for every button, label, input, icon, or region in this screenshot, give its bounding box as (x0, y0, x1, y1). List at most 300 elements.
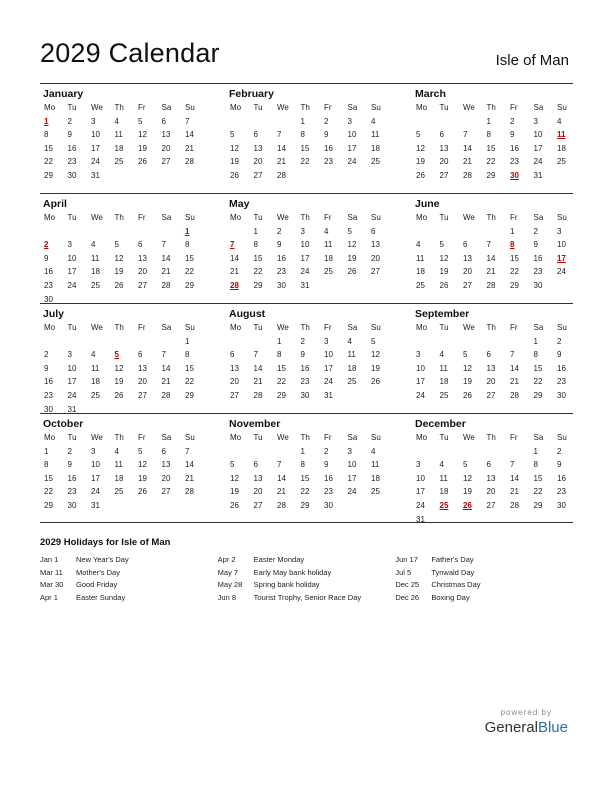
day-cell: 19 (114, 377, 124, 387)
weekday-label: Su (557, 433, 567, 442)
empty-cell (111, 499, 135, 513)
day-cell: 8 (44, 130, 49, 140)
empty-cell (344, 389, 368, 403)
holiday-date: Dec 26 (395, 592, 420, 602)
weekday-label: We (463, 323, 475, 332)
day-cell: 13 (230, 363, 239, 373)
day-cell: 9 (44, 253, 49, 263)
empty-cell (344, 499, 368, 513)
day-cell: 31 (416, 514, 425, 524)
holiday-day: 30 (510, 170, 519, 180)
day-cell: 22 (253, 267, 263, 277)
empty-cell (344, 279, 368, 293)
weekday-label: Fr (138, 103, 146, 112)
day-cell: 10 (300, 240, 310, 250)
day-cell: 9 (300, 350, 305, 360)
day-cell: 20 (486, 487, 496, 497)
day-cell: 3 (91, 446, 96, 456)
day-cell: 1 (44, 446, 49, 456)
day-cell: 9 (67, 130, 72, 140)
weekday-label: Sa (347, 323, 358, 332)
day-cell: 8 (533, 350, 538, 360)
week-row (226, 458, 391, 472)
day-cell: 14 (277, 473, 286, 483)
day-cell: 31 (324, 390, 333, 400)
day-cell: 19 (347, 253, 357, 263)
weekday-header (226, 101, 391, 115)
day-cell: 15 (185, 253, 194, 263)
day-cell: 22 (510, 267, 519, 277)
day-cell: 2 (533, 226, 538, 236)
month-august (226, 307, 391, 403)
weekday-label: Sa (161, 323, 172, 332)
day-cell: 2 (67, 116, 72, 126)
weekday-label: Su (371, 103, 381, 112)
empty-cell (273, 445, 297, 459)
weekday-label: Th (114, 433, 124, 442)
week-row (40, 445, 205, 459)
weekday-label: Mo (44, 433, 56, 442)
holiday-day: 28 (230, 280, 239, 290)
weekday-label: Th (486, 323, 496, 332)
day-cell: 17 (416, 377, 425, 387)
weekday-label: We (277, 433, 289, 442)
day-cell: 11 (91, 253, 100, 263)
empty-cell (111, 335, 135, 349)
empty-cell (134, 225, 158, 239)
day-cell: 29 (277, 390, 286, 400)
day-cell: 8 (300, 460, 305, 470)
day-cell: 20 (486, 377, 496, 387)
day-cell: 28 (185, 487, 194, 497)
day-cell: 1 (533, 336, 538, 346)
day-cell: 27 (161, 157, 171, 167)
weekday-label: Sa (533, 323, 544, 332)
holiday-day: 2 (44, 240, 49, 250)
day-cell: 29 (300, 500, 310, 510)
day-cell: 25 (114, 157, 124, 167)
day-cell: 21 (253, 377, 263, 387)
weekday-label: We (91, 213, 103, 222)
holiday-day: 7 (230, 240, 235, 250)
day-cell: 18 (371, 143, 380, 153)
brand-general: General (484, 719, 538, 736)
week-row (40, 375, 205, 389)
week-row (226, 238, 391, 252)
day-cell: 7 (510, 460, 515, 470)
weekday-label: We (463, 433, 475, 442)
weekday-label: Fr (324, 103, 332, 112)
weekday-label: Th (114, 103, 124, 112)
day-cell: 9 (277, 240, 282, 250)
week-row (226, 375, 391, 389)
day-cell: 10 (347, 130, 357, 140)
day-cell: 6 (439, 130, 444, 140)
day-cell: 17 (67, 267, 77, 277)
day-cell: 4 (557, 116, 562, 126)
holiday-name: Early May bank holiday (253, 567, 332, 577)
weekday-label: Tu (253, 103, 263, 112)
holiday-day: 11 (557, 130, 566, 140)
week-row (412, 485, 577, 499)
day-cell: 8 (533, 460, 538, 470)
day-cell: 3 (416, 460, 421, 470)
day-cell: 6 (230, 350, 235, 360)
holiday-item (40, 567, 218, 580)
day-cell: 4 (416, 240, 421, 250)
day-cell: 8 (300, 130, 305, 140)
week-row (40, 238, 205, 252)
week-row (40, 252, 205, 266)
month-march (412, 87, 577, 183)
day-cell: 26 (371, 377, 380, 387)
weekday-label: Su (557, 103, 567, 112)
day-cell: 9 (533, 240, 538, 250)
weekday-label: Fr (510, 213, 518, 222)
day-cell: 18 (91, 377, 100, 387)
empty-cell (506, 513, 530, 527)
holiday-date: Jan 1 (40, 555, 59, 564)
month-april (40, 197, 205, 306)
holiday-item (218, 592, 396, 605)
weekday-label: Sa (347, 213, 358, 222)
month-october (40, 417, 205, 513)
day-cell: 4 (114, 116, 119, 126)
day-cell: 4 (371, 446, 376, 456)
empty-cell (483, 513, 507, 527)
week-row (40, 265, 205, 279)
empty-cell (64, 225, 88, 239)
day-cell: 28 (510, 390, 519, 400)
day-cell: 20 (463, 267, 472, 277)
weekday-label: Tu (253, 323, 263, 332)
day-cell: 1 (533, 446, 538, 456)
day-cell: 14 (185, 460, 194, 470)
month-name: April (43, 198, 67, 210)
day-cell: 1 (300, 446, 305, 456)
day-cell: 7 (161, 240, 166, 250)
empty-cell (459, 225, 483, 239)
day-cell: 30 (324, 500, 333, 510)
day-cell: 18 (324, 253, 333, 263)
day-cell: 2 (557, 336, 562, 346)
weekday-label: Th (300, 103, 310, 112)
holidays-columns (40, 554, 573, 604)
week-row (412, 225, 577, 239)
week-row (226, 128, 391, 142)
weekday-label: Su (185, 213, 195, 222)
day-cell: 28 (486, 280, 496, 290)
day-cell: 19 (138, 473, 147, 483)
day-cell: 6 (486, 460, 491, 470)
holiday-date: Jul 5 (395, 567, 412, 577)
weekday-label: Th (114, 213, 124, 222)
week-row (226, 169, 391, 183)
day-cell: 20 (253, 157, 263, 167)
day-cell: 10 (67, 363, 77, 373)
day-cell: 4 (114, 446, 119, 456)
day-cell: 2 (277, 226, 282, 236)
day-cell: 6 (161, 446, 166, 456)
empty-cell (158, 335, 182, 349)
weekday-label: Mo (416, 103, 428, 112)
day-cell: 22 (185, 267, 194, 277)
day-cell: 7 (486, 240, 491, 250)
week-row (226, 142, 391, 156)
day-cell: 25 (371, 157, 380, 167)
day-cell: 27 (138, 390, 147, 400)
weekday-label: Fr (324, 213, 332, 222)
day-cell: 26 (463, 390, 472, 400)
weekday-label: Tu (439, 103, 449, 112)
day-cell: 17 (67, 377, 77, 387)
holiday-day: 26 (463, 500, 472, 510)
week-row (412, 348, 577, 362)
day-cell: 23 (557, 487, 566, 497)
day-cell: 17 (91, 473, 100, 483)
day-cell: 11 (416, 253, 425, 263)
day-cell: 26 (416, 170, 425, 180)
day-cell: 21 (185, 143, 194, 153)
day-cell: 16 (44, 377, 53, 387)
day-cell: 10 (533, 130, 543, 140)
day-cell: 16 (324, 473, 333, 483)
day-cell: 22 (486, 157, 496, 167)
day-cell: 7 (277, 460, 282, 470)
weekday-label: We (91, 433, 103, 442)
day-cell: 30 (557, 500, 566, 510)
holiday-date: Jun 8 (217, 592, 237, 602)
empty-cell (111, 225, 135, 239)
day-cell: 23 (67, 157, 77, 167)
holiday-date: Mar 11 (40, 567, 63, 577)
day-cell: 16 (44, 267, 53, 277)
day-cell: 4 (439, 350, 444, 360)
day-cell: 19 (230, 487, 239, 497)
day-cell: 21 (510, 487, 519, 497)
weekday-label: Tu (67, 433, 77, 442)
day-cell: 19 (463, 377, 472, 387)
day-cell: 18 (557, 143, 566, 153)
empty-cell (412, 115, 436, 129)
day-cell: 9 (557, 460, 562, 470)
holiday-name: Boxing Day (431, 592, 470, 602)
week-row (226, 335, 391, 349)
day-cell: 27 (486, 500, 496, 510)
day-cell: 18 (439, 377, 449, 387)
day-cell: 24 (557, 267, 566, 277)
quarter-row-1 (40, 83, 573, 193)
month-name: June (415, 198, 440, 210)
week-row (412, 252, 577, 266)
day-cell: 6 (253, 130, 258, 140)
empty-cell (64, 335, 88, 349)
weekday-label: Fr (138, 213, 146, 222)
holiday-day: 8 (510, 240, 515, 250)
day-cell: 17 (300, 253, 310, 263)
empty-cell (87, 225, 111, 239)
day-cell: 4 (91, 240, 96, 250)
empty-cell (459, 445, 483, 459)
day-cell: 3 (416, 350, 421, 360)
day-cell: 27 (253, 170, 263, 180)
empty-cell (40, 225, 64, 239)
weekday-label: We (277, 103, 289, 112)
day-cell: 28 (253, 390, 263, 400)
empty-cell (87, 335, 111, 349)
day-cell: 15 (300, 473, 310, 483)
day-cell: 15 (300, 143, 310, 153)
day-cell: 4 (347, 336, 352, 346)
week-row (226, 362, 391, 376)
day-cell: 23 (533, 267, 543, 277)
weekday-label: Th (486, 103, 496, 112)
weekday-label: Th (300, 323, 310, 332)
day-cell: 7 (185, 446, 190, 456)
day-cell: 24 (533, 157, 543, 167)
day-cell: 16 (533, 253, 543, 263)
week-row (40, 169, 205, 183)
empty-cell (459, 513, 483, 527)
weekday-label: Fr (138, 323, 146, 332)
day-cell: 28 (161, 280, 171, 290)
week-row (412, 115, 577, 129)
day-cell: 11 (114, 460, 123, 470)
week-row (40, 499, 205, 513)
brand-blue: Blue (537, 719, 568, 736)
day-cell: 14 (463, 143, 472, 153)
empty-cell (436, 445, 460, 459)
weekday-header (40, 101, 205, 115)
holiday-item (395, 567, 573, 580)
empty-cell (367, 169, 391, 183)
day-cell: 14 (510, 473, 519, 483)
day-cell: 27 (230, 390, 239, 400)
month-name: November (229, 418, 281, 430)
day-cell: 26 (114, 390, 124, 400)
weekday-label: Mo (44, 323, 56, 332)
month-may (226, 197, 391, 293)
day-cell: 24 (324, 377, 333, 387)
day-cell: 21 (463, 157, 472, 167)
day-cell: 11 (371, 460, 380, 470)
week-row (412, 142, 577, 156)
weekday-label: We (91, 323, 103, 332)
day-cell: 7 (253, 350, 258, 360)
weekday-label: Fr (510, 433, 518, 442)
day-cell: 22 (44, 487, 53, 497)
week-row (226, 115, 391, 129)
empty-cell (158, 225, 182, 239)
weekday-label: We (463, 103, 475, 112)
empty-cell (250, 335, 274, 349)
empty-cell (226, 115, 250, 129)
week-row (412, 335, 577, 349)
calendar-grid (40, 83, 573, 523)
empty-cell (459, 335, 483, 349)
week-row (40, 279, 205, 293)
holiday-date: Apr 2 (217, 555, 236, 564)
day-cell: 7 (510, 350, 515, 360)
holiday-day: 5 (114, 350, 119, 360)
powered-by-text: powered by (500, 708, 552, 717)
month-name: December (415, 418, 466, 430)
day-cell: 19 (114, 267, 124, 277)
day-cell: 18 (347, 363, 357, 373)
weekday-label: Mo (416, 323, 428, 332)
day-cell: 19 (230, 157, 239, 167)
day-cell: 5 (138, 116, 143, 126)
weekday-label: Mo (230, 433, 242, 442)
weekday-header (412, 101, 577, 115)
day-cell: 8 (44, 460, 49, 470)
empty-cell (553, 169, 577, 183)
day-cell: 12 (138, 460, 147, 470)
day-cell: 13 (161, 130, 171, 140)
day-cell: 17 (416, 487, 425, 497)
day-cell: 1 (253, 226, 258, 236)
quarter-row-2 (40, 193, 573, 303)
weekday-label: Sa (533, 433, 544, 442)
day-cell: 30 (67, 500, 77, 510)
day-cell: 6 (486, 350, 491, 360)
week-row (40, 458, 205, 472)
empty-cell (134, 499, 158, 513)
weekday-label: Su (185, 433, 195, 442)
day-cell: 23 (277, 267, 286, 277)
empty-cell (250, 115, 274, 129)
day-cell: 16 (557, 473, 566, 483)
day-cell: 25 (91, 390, 100, 400)
empty-cell (297, 169, 321, 183)
week-row (40, 142, 205, 156)
day-cell: 4 (371, 116, 376, 126)
weekday-label: Su (371, 213, 381, 222)
day-cell: 26 (230, 500, 239, 510)
empty-cell (158, 499, 182, 513)
day-cell: 15 (185, 363, 194, 373)
week-row (226, 472, 391, 486)
empty-cell (436, 115, 460, 129)
day-cell: 10 (347, 460, 357, 470)
weekday-label: Fr (510, 323, 518, 332)
weekday-label: Fr (138, 433, 146, 442)
empty-cell (226, 225, 250, 239)
day-cell: 11 (324, 240, 333, 250)
day-cell: 5 (371, 336, 376, 346)
day-cell: 29 (486, 170, 496, 180)
day-cell: 30 (67, 170, 77, 180)
day-cell: 24 (300, 267, 310, 277)
weekday-label: We (277, 213, 289, 222)
holiday-date: Mar 30 (40, 580, 64, 589)
day-cell: 24 (347, 157, 357, 167)
day-cell: 20 (439, 157, 449, 167)
day-cell: 25 (439, 390, 449, 400)
day-cell: 11 (91, 363, 100, 373)
day-cell: 2 (510, 116, 515, 126)
empty-cell (459, 115, 483, 129)
day-cell: 26 (138, 157, 147, 167)
day-cell: 1 (486, 116, 491, 126)
week-row (412, 513, 577, 527)
day-cell: 20 (230, 377, 239, 387)
day-cell: 5 (230, 130, 235, 140)
day-cell: 27 (371, 267, 380, 277)
day-cell: 27 (161, 487, 171, 497)
empty-cell (320, 169, 344, 183)
week-row (40, 389, 205, 403)
